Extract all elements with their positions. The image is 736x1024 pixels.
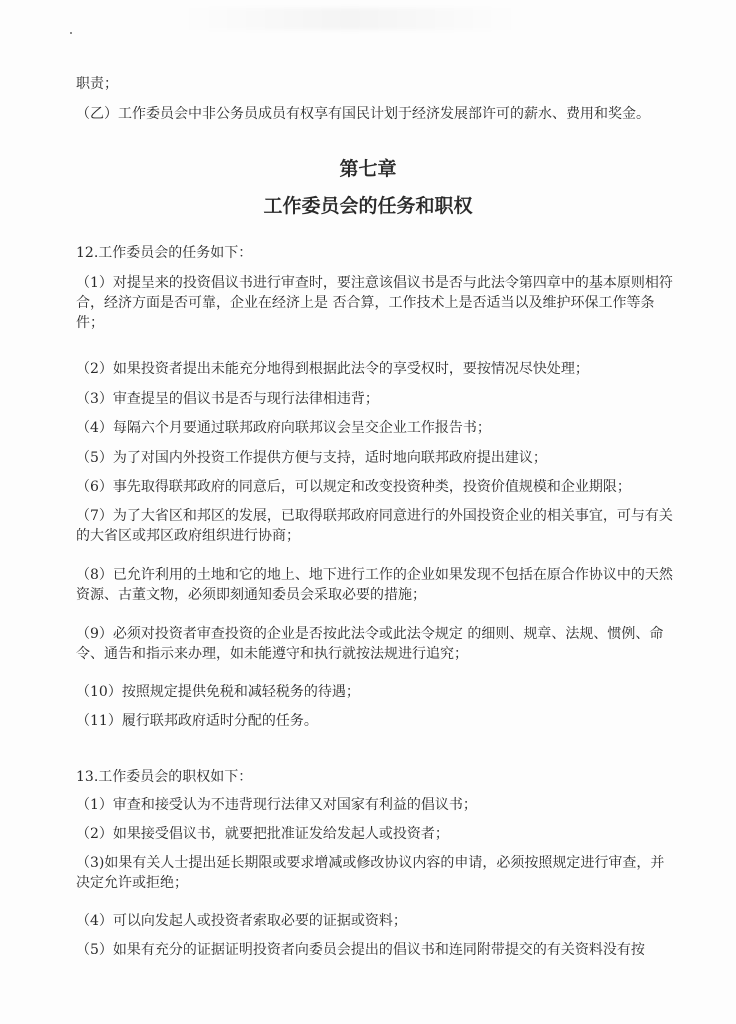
section-13-heading: 13.工作委员会的职权如下：	[76, 769, 253, 785]
section-13-item-3: （3)如果有关人士提出延长期限或要求增减或修改协议内容的申请，必须按照规定进行审查，并决定允许或拒绝；	[76, 855, 665, 891]
section-13-item-2: （2）如果接受倡议书，就要把批准证发给发起人或投资者；	[76, 826, 449, 842]
chapter-title: 工作委员会的任务和职权	[263, 195, 473, 217]
section-12-item-5: （5）为了对国内外投资工作提供方便与支持，适时地向联邦政府提出建议；	[76, 450, 547, 466]
section-12-item-9: （9）必须对投资者审查投资的企业是否按此法令或此法令规定 的细则、规章、法规、惯例、命令、通告和指示来办理，如未能遵守和执行就按法规进行追究；	[76, 626, 664, 662]
section-13-item-1: （1）审查和接受认为不违背现行法律又对国家有利益的倡议书；	[76, 797, 477, 813]
intro-line-1: 职责；	[76, 76, 118, 92]
section-13-item-4: （4）可以向发起人或投资者索取必要的证据或资料；	[76, 913, 407, 929]
section-12-item-3: （3）审查提呈的倡议书是否与现行法律相违背；	[76, 391, 379, 407]
section-12-item-4: （4）每隔六个月要通过联邦政府向联邦议会呈交企业工作报告书；	[76, 420, 491, 436]
section-12-item-10: （10）按照规定提供免税和减轻税务的待遇；	[76, 684, 360, 700]
section-12-item-1: （1）对提呈来的投资倡议书进行审查时，要注意该倡议书是否与此法令第四章中的基本原则相符合，经济方面是否可靠，企业在经济上是 否合算，工作技术上是否适当以及维护环保工作等条件；	[76, 275, 673, 331]
section-12-item-6: （6）事先取得联邦政府的同意后，可以规定和改变投资种类，投资价值规模和企业期限；	[76, 479, 631, 495]
section-12-item-2: （2）如果投资者提出未能充分地得到根据此法令的享受权时，要按情况尽快处理；	[76, 361, 589, 377]
section-13-item-5: （5）如果有充分的证据证明投资者向委员会提出的倡议书和连同附带提交的有关资料没有按	[76, 942, 645, 958]
scan-speck	[70, 32, 72, 34]
section-12-item-7: （7）为了大省区和邦区的发展，已取得联邦政府同意进行的外国投资企业的相关事宜，可与有关的大省区或邦区政府组织进行协商；	[76, 508, 673, 544]
section-12-item-8: （8）已允许利用的土地和它的地上、地下进行工作的企业如果发现不包括在原合作协议中的天然资源、古董文物，必须即刻通知委员会采取必要的措施；	[76, 567, 673, 603]
section-12-heading: 12.工作委员会的任务如下：	[76, 245, 253, 261]
chapter-number: 第七章	[339, 158, 397, 180]
scan-shadow	[180, 8, 520, 30]
intro-line-2: （乙）工作委员会中非公务员成员有权享有国民计划于经济发展部许可的薪水、费用和奖金。	[76, 106, 650, 122]
section-12-item-11: （11）履行联邦政府适时分配的任务。	[76, 713, 318, 729]
